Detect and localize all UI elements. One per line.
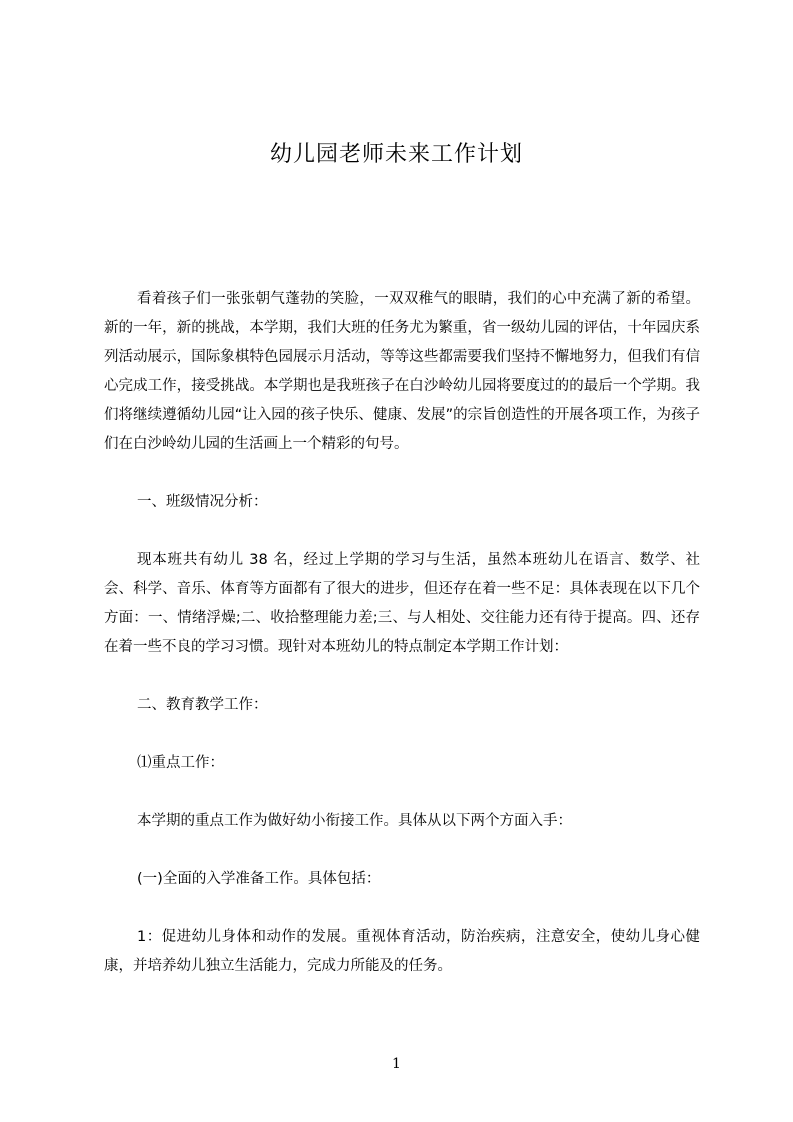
subheading-school-preparation: (一)全面的入学准备工作。具体包括： <box>137 871 381 887</box>
document-body <box>104 285 700 1010</box>
section-heading-class-analysis: 一、班级情况分析： <box>137 494 268 510</box>
paragraph-intro: 看着孩子们一张张朝气蓬勃的笑脸，一双双稚气的眼睛，我们的心中充满了新的希望。新的一年，新的挑战，本学期，我们大班的任务尤为繁重，省一级幼儿园的评估，十年园庆系列活动展示，国际象棋特色园展示月活动，等等这些都需要我们坚持不懈地努力，但我们有信心完成工作，接受挑战。本学期也是我班孩子在白沙岭幼儿园将要度过的的最后一个学期。我们将继续遵循幼儿园“让入园的孩子快乐、健康、发展”的宗旨创造性的开展各项工作，为孩子们在白沙岭幼儿园的生活画上一个精彩的句号。 <box>104 291 700 452</box>
paragraph-physical-development: 1：促进幼儿身体和动作的发展。重视体育活动，防治疾病，注意安全，使幼儿身心健康，并培养幼儿独立生活能力，完成力所能及的任务。 <box>104 929 700 974</box>
paragraph-key-work: 本学期的重点工作为做好幼小衔接工作。具体从以下两个方面入手： <box>137 813 572 829</box>
subheading-key-work: ⑴重点工作： <box>137 755 224 771</box>
page-number: 1 <box>392 1056 401 1072</box>
document-title: 幼儿园老师未来工作计划 <box>269 142 523 167</box>
section-heading-teaching-work: 二、教育教学工作： <box>137 697 268 713</box>
paragraph-class-analysis: 现本班共有幼儿 38 名，经过上学期的学习与生活，虽然本班幼儿在语言、数学、社会、科学、音乐、体育等方面都有了很大的进步，但还存在着一些不足：具体表现在以下几个方面：一、情绪浮燥;二、收拾整理能力差;三、与人相处、交往能力还有待于提高。四、还存在着一些不良的学习习惯。现针对本班幼儿的特点制定本学期工作计划： <box>104 552 700 655</box>
